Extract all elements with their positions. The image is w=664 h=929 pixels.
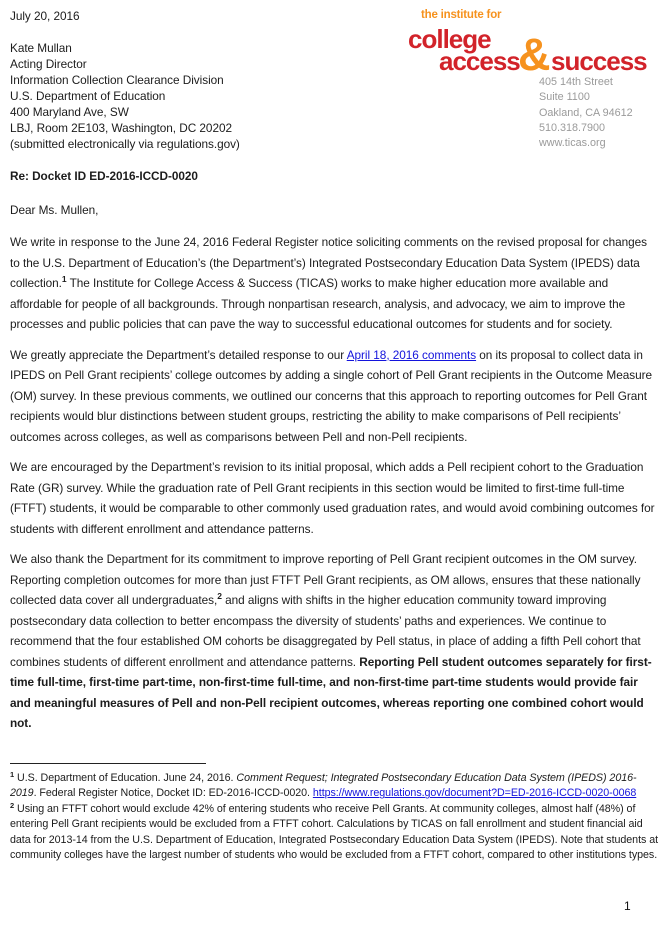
footnote-2: [10, 802, 658, 864]
paragraph-2-text-cont: on its proposal to collect data in IPEDS on Pell Grant recipients’ college outcomes by adding a single cohort of Pell Grant recipients in the Outcome Measure (OM) survey. In these previous comments, we outlined our concerns that this approach to reporting outcomes for Pell Grant recipients would blur distinctions between student groups, restricting the ability to make comparisons of Pell recipients’ outcomes across colleges, as well as comparisons between Pell and non-Pell recipients.: [10, 347, 652, 444]
address-suite: Suite 1100: [539, 91, 590, 104]
footnote-ref-2: 2: [217, 591, 222, 601]
letter-date: July 20, 2016: [10, 9, 80, 23]
logo-word-access: access: [439, 46, 520, 76]
recipient-division: Information Collection Clearance Division: [10, 73, 224, 87]
footnotes-section: [10, 763, 658, 863]
logo-word-success: success: [551, 46, 647, 76]
submission-note: (submitted electronically via regulations.gov): [10, 137, 240, 151]
recipient-room-city: LBJ, Room 2E103, Washington, DC 20202: [10, 121, 232, 135]
recipient-address-block: [10, 40, 658, 152]
paragraph-2: [10, 345, 658, 448]
footnote-2-text: Using an FTFT cohort would exclude 42% of entering students who receive Pell Grants. At community colleges, almost half (48%) of entering Pell Grant recipients would be excluded from a FTFT cohort. Calculations by TICAS on fall enrollment and student financial aid data for 2013-14 from the U.S. Department of Education, Integrated Postsecondary Education Data System (IPEDS). Note that students at community colleges have the largest number of students who would be excluded from a FTFT cohort, compared to other institutions types.: [10, 802, 659, 862]
footnote-1-text-cont: . Federal Register Notice, Docket ID: ED-2016-ICCD-0020.: [33, 787, 313, 800]
footnote-ref-1: 1: [61, 274, 67, 284]
paragraph-3: [10, 457, 658, 539]
footnote-1-marker: 1: [10, 770, 15, 779]
footnote-1-citation-title: Comment Request; Integrated Postsecondary Education Data System (IPEDS) 2016-2019: [10, 772, 637, 800]
address-phone: 510.318.7900: [539, 121, 606, 134]
address-city: Oakland, CA 94612: [539, 106, 633, 119]
logo-tagline: the institute for: [421, 9, 502, 21]
april-comments-link[interactable]: April 18, 2016 comments: [346, 347, 477, 362]
re-subject-line: Re: Docket ID ED-2016-ICCD-0020: [10, 169, 198, 183]
recipient-title: Acting Director: [10, 57, 87, 71]
paragraph-1-text: We write in response to the June 24, 2016 Federal Register notice soliciting comments on the revised proposal for changes to the U.S. Department of Education’s (the Department’s) Integrated Postsecondary Education Data System (IPEDS) data collection.: [10, 235, 648, 290]
salutation: Dear Ms. Mullen,: [10, 203, 99, 217]
recipient-name: Kate Mullan: [10, 41, 72, 55]
letter-content: [10, 8, 658, 734]
footnote-1: [10, 771, 658, 802]
address-website: www.ticas.org: [539, 137, 606, 150]
logo-word-college: college: [408, 24, 491, 54]
paragraph-1: [10, 232, 658, 335]
recipient-agency: U.S. Department of Education: [10, 89, 166, 103]
regulations-gov-link[interactable]: https://www.regulations.gov/document?D=ED-2016-ICCD-0020-0068: [312, 787, 637, 800]
footnote-2-marker: 2: [10, 800, 15, 810]
ampersand-icon: &: [518, 29, 551, 80]
recipient-street: 400 Maryland Ave, SW: [10, 105, 129, 119]
footnote-1-text: U.S. Department of Education. June 24, 2016.: [14, 772, 237, 784]
paragraph-4-bold-recommendation: Reporting Pell student outcomes separately for first-time full-time, first-time part-time, non-first-time full-time, and non-first-time part-time students would provide fair and meaningful measures of Pell and non-Pell recipient outcomes, whereas reporting one combined cohort would not.: [10, 654, 652, 730]
address-street: 405 14th Street: [539, 76, 613, 88]
footnote-separator: [10, 763, 206, 764]
paragraph-4: [10, 549, 658, 734]
page-number: 1: [624, 899, 631, 913]
paragraph-4-text: We also thank the Department for its commitment to improve reporting of Pell Grant recipient outcomes in the OM survey. Reporting completion outcomes for more than just FTFT Pell Grant recipients, as OM allows, ensures that these nationally collected data cover all undergraduates,: [10, 552, 641, 607]
paragraph-2-text: We greatly appreciate the Department’s detailed response to our: [10, 347, 347, 362]
paragraph-1-text-cont: The Institute for College Access & Success (TICAS) works to make higher education more available and affordable for people of all backgrounds. Through nonpartisan research, analysis, and advocacy, we aim to improve the processes and public policies that can pave the way to successful educational outcomes for students and for society.: [10, 276, 626, 331]
paragraph-4-text-cont: and aligns with shifts in the higher education community toward improving postsecondary data collection to better encompass the diversity of students’ paths and experiences. We continue to recommend that the four established OM cohorts be disaggregated by Pell status, in place of adding a fifth Pell cohort that combines students of different enrollment and attendance patterns.: [10, 593, 641, 669]
paragraph-3-text: We are encouraged by the Department’s revision to its initial proposal, which adds a Pell recipient cohort to the Graduation Rate (GR) survey. While the graduation rate of Pell Grant recipients in this section would be limited to first-time full-time (FTFT) students, it would be comparable to other commonly used graduation rates, and would avoid combining outcomes for students with different enrollment and attendance patterns.: [10, 460, 655, 536]
